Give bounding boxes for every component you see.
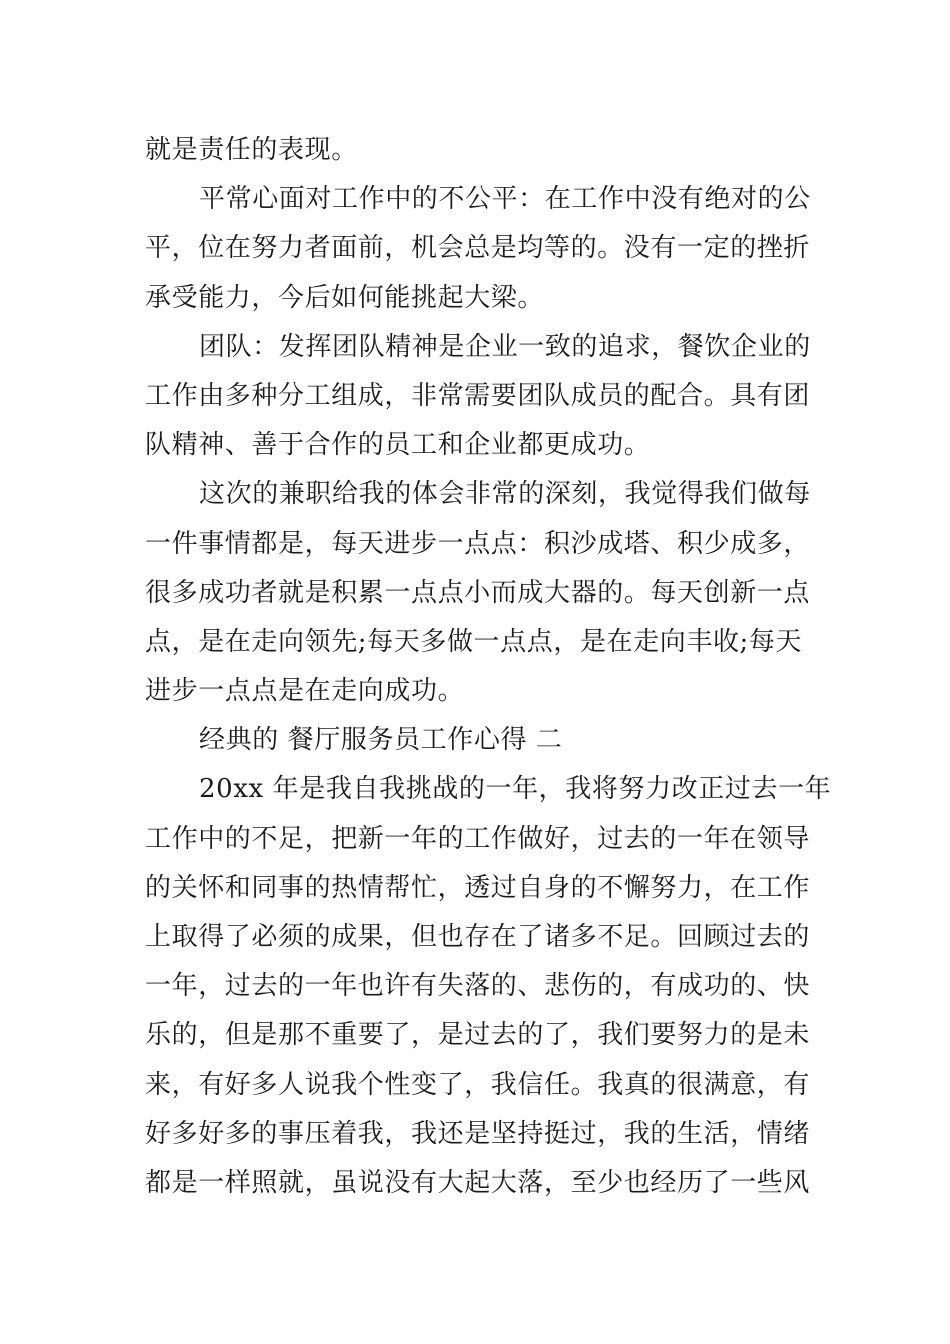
text-line: 平，位在努力者面前，机会总是均等的。没有一定的挫折 <box>145 233 811 264</box>
text-line: 队精神、善于合作的员工和企业都更成功。 <box>145 430 651 461</box>
text-line: 来，有好多人说我个性变了，我信任。我真的很满意，有 <box>145 1069 811 1100</box>
document-body <box>145 126 832 1208</box>
text-line: 进步一点点是在走向成功。 <box>145 676 465 707</box>
text-line: 团队：发挥团队精神是企业一致的追求，餐饮企业的 <box>199 331 811 362</box>
text-line: 就是责任的表现。 <box>145 135 358 165</box>
text-line: 工作中的不足，把新一年的工作做好，过去的一年在领导 <box>145 823 811 854</box>
text-line: 很多成功者就是积累一点点小而成大器的。每天创新一点 <box>145 577 811 608</box>
text-line: 点，是在走向领先;每天多做一点点，是在走向丰收;每天 <box>145 626 803 657</box>
text-line: 上取得了必须的成果，但也存在了诸多不足。回顾过去的 <box>145 922 811 952</box>
text-line: 都是一样照就，虽说没有大起大落，至少也经历了一些风 <box>145 1167 811 1198</box>
text-line: 的关怀和同事的热情帮忙，透过自身的不懈努力，在工作 <box>145 872 811 903</box>
text-line: 20xx 年是我自我挑战的一年，我将努力改正过去一年 <box>199 774 832 805</box>
text-line: 乐的，但是那不重要了，是过去的了，我们要努力的是未 <box>145 1020 811 1051</box>
text-line: 工作由多种分工组成，非常需要团队成员的配合。具有团 <box>145 380 811 411</box>
text-line: 承受能力，今后如何能挑起大梁。 <box>145 282 545 313</box>
text-line: 一年，过去的一年也许有失落的、悲伤的，有成功的、快 <box>145 971 811 1002</box>
text-line: 好多好多的事压着我，我还是坚持挺过，我的生活，情绪 <box>145 1118 811 1149</box>
text-line: 平常心面对工作中的不公平：在工作中没有绝对的公 <box>199 184 811 215</box>
section-heading: 经典的 餐厅服务员工作心得 二 <box>199 725 563 756</box>
text-line: 一件事情都是，每天进步一点点：积沙成塔、积少成多， <box>145 528 811 559</box>
text-line: 这次的兼职给我的体会非常的深刻，我觉得我们做每 <box>199 479 811 510</box>
